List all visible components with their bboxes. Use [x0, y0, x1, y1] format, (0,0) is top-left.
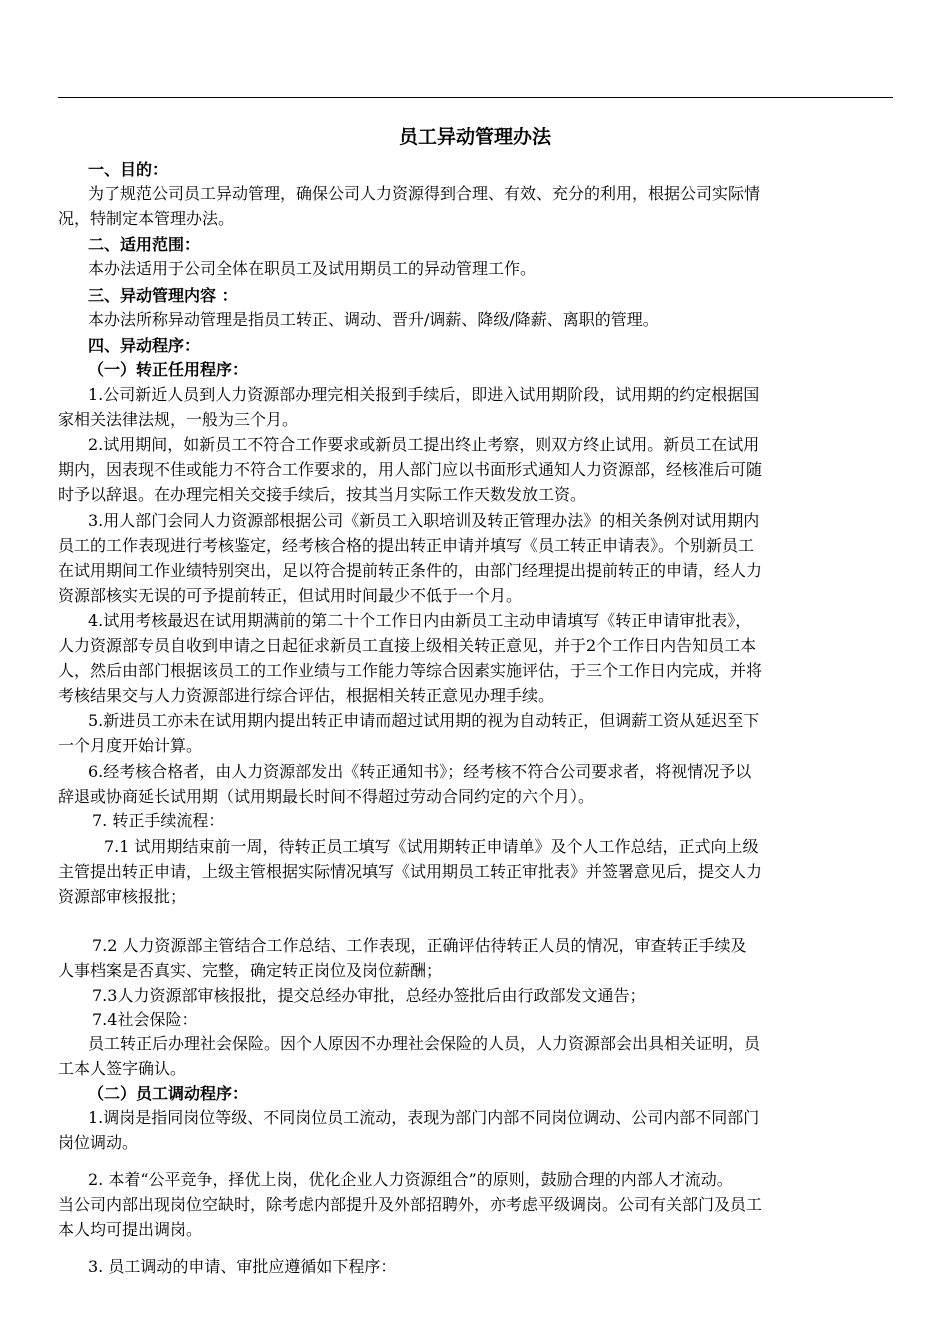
paragraph-line: 6.经考核合格者，由人力资源部发出《转正通知书》；经考核不符合公司要求者，将视情况予以 — [88, 762, 752, 781]
paragraph-line: 7.4社会保险： — [92, 1010, 198, 1029]
paragraph-line: 3. 员工调动的申请、审批应遵循如下程序： — [88, 1257, 397, 1276]
paragraph-line: 本办法适用于公司全体在职员工及试用期员工的异动管理工作。 — [88, 259, 537, 278]
paragraph-line: 况，特制定本管理办法。 — [58, 209, 235, 228]
paragraph-line: 家相关法律法规，一般为三个月。 — [58, 410, 299, 429]
paragraph-line: 当公司内部出现岗位空缺时，除考虑内部提升及外部招聘外，亦考虑平级调岗。公司有关部门及员工 — [58, 1195, 763, 1214]
paragraph-line: 本办法所称异动管理是指员工转正、调动、晋升/调薪、降级/降薪、离职的管理。 — [88, 310, 659, 329]
paragraph-line: 期内，因表现不佳或能力不符合工作要求的，用人部门应以书面形式通知人力资源部，经核准后可随 — [58, 460, 763, 479]
paragraph-line: 辞退或协商延长试用期（试用期最长时间不得超过劳动合同约定的六个月）。 — [58, 787, 595, 806]
paragraph-line: 一个月度开始计算。 — [58, 736, 203, 755]
paragraph-line: 7. 转正手续流程： — [92, 811, 225, 830]
paragraph-line: 本人均可提出调岗。 — [58, 1220, 203, 1239]
paragraph-line: 1.公司新近人员到人力资源部办理完相关报到手续后，即进入试用期阶段，试用期的约定根据国 — [88, 385, 760, 404]
paragraph-line: 7.3人力资源部审核报批，提交总经办审批，总经办签批后由行政部发文通告； — [92, 986, 646, 1005]
section-heading: 四、异动程序： — [88, 336, 201, 355]
paragraph-line: 岗位调动。 — [58, 1133, 139, 1152]
section-heading: 三、异动管理内容 ： — [88, 286, 238, 305]
paragraph-line: 员工的工作表现进行考核鉴定，经考核合格的提出转正申请并填写《员工转正申请表》。个别新员工 — [58, 536, 755, 555]
header-rule — [58, 97, 893, 98]
paragraph-line: 7.2 人力资源部主管结合工作总结、工作表现，正确评估待转正人员的情况，审查转正手续及 — [92, 936, 747, 955]
paragraph-line: 1.调岗是指同岗位等级、不同岗位员工流动，表现为部门内部不同岗位调动、公司内部不同部门 — [88, 1108, 760, 1127]
paragraph-line: 5.新进员工亦未在试用期内提出转正申请而超过试用期的视为自动转正，但调薪工资从延迟至下 — [88, 711, 760, 730]
paragraph-line: 2.试用期间，如新员工不符合工作要求或新员工提出终止考察，则双方终止试用。新员工在试用 — [88, 435, 760, 454]
section-heading: 二、适用范围： — [88, 235, 201, 254]
section-heading: 一、目的： — [88, 160, 169, 179]
paragraph-line: 资源部审核报批； — [58, 887, 187, 906]
subsection-heading: （一）转正任用程序： — [88, 360, 249, 379]
paragraph-line: 2. 本着“公平竞争，择优上岗，优化企业人力资源组合”的原则，鼓励合理的内部人才流动。 — [88, 1170, 733, 1189]
paragraph-line: 主管提出转正申请，上级主管根据实际情况填写《试用期员工转正审批表》并签署意见后，提交人力 — [58, 862, 763, 881]
paragraph-line: 时予以辞退。在办理完相关交接手续后，按其当月实际工作天数发放工资。 — [58, 485, 587, 504]
paragraph-line: 员工转正后办理社会保险。因个人原因不办理社会保险的人员，人力资源部会出具相关证明，员 — [88, 1034, 761, 1053]
document-title: 员工异动管理办法 — [398, 126, 551, 148]
paragraph-line: 人，然后由部门根据该员工的工作业绩与工作能力等综合因素实施评估，于三个工作日内完成，并将 — [58, 661, 763, 680]
subsection-heading: （二）员工调动程序： — [88, 1084, 249, 1103]
paragraph-line: 工本人签字确认。 — [58, 1059, 187, 1078]
paragraph-line: 考核结果交与人力资源部进行综合评估，根据相关转正意见办理手续。 — [58, 686, 555, 705]
paragraph-line: 为了规范公司员工异动管理，确保公司人力资源得到合理、有效、充分的利用，根据公司实际情 — [88, 184, 761, 203]
paragraph-line: 4.试用考核最迟在试用期满前的第二十个工作日内由新员工主动申请填写《转正申请审批表》， — [88, 611, 752, 630]
paragraph-line: 人事档案是否真实、完整，确定转正岗位及岗位薪酬； — [58, 961, 443, 980]
paragraph-line: 资源部核实无误的可予提前转正，但试用时间最少不低于一个月。 — [58, 586, 523, 605]
paragraph-line: 人力资源部专员自收到申请之日起征求新员工直接上级相关转正意见，并于2个工作日内告知员工本 — [58, 636, 757, 655]
paragraph-line: 7.1 试用期结束前一周，待转正员工填写《试用期转正申请单》及个人工作总结，正式向上级 — [104, 837, 759, 856]
paragraph-line: 在试用期间工作业绩特别突出，足以符合提前转正条件的，由部门经理提出提前转正的申请，经人力 — [58, 561, 763, 580]
paragraph-line: 3.用人部门会同人力资源部根据公司《新员工入职培训及转正管理办法》的相关条例对试用期内 — [88, 511, 760, 530]
